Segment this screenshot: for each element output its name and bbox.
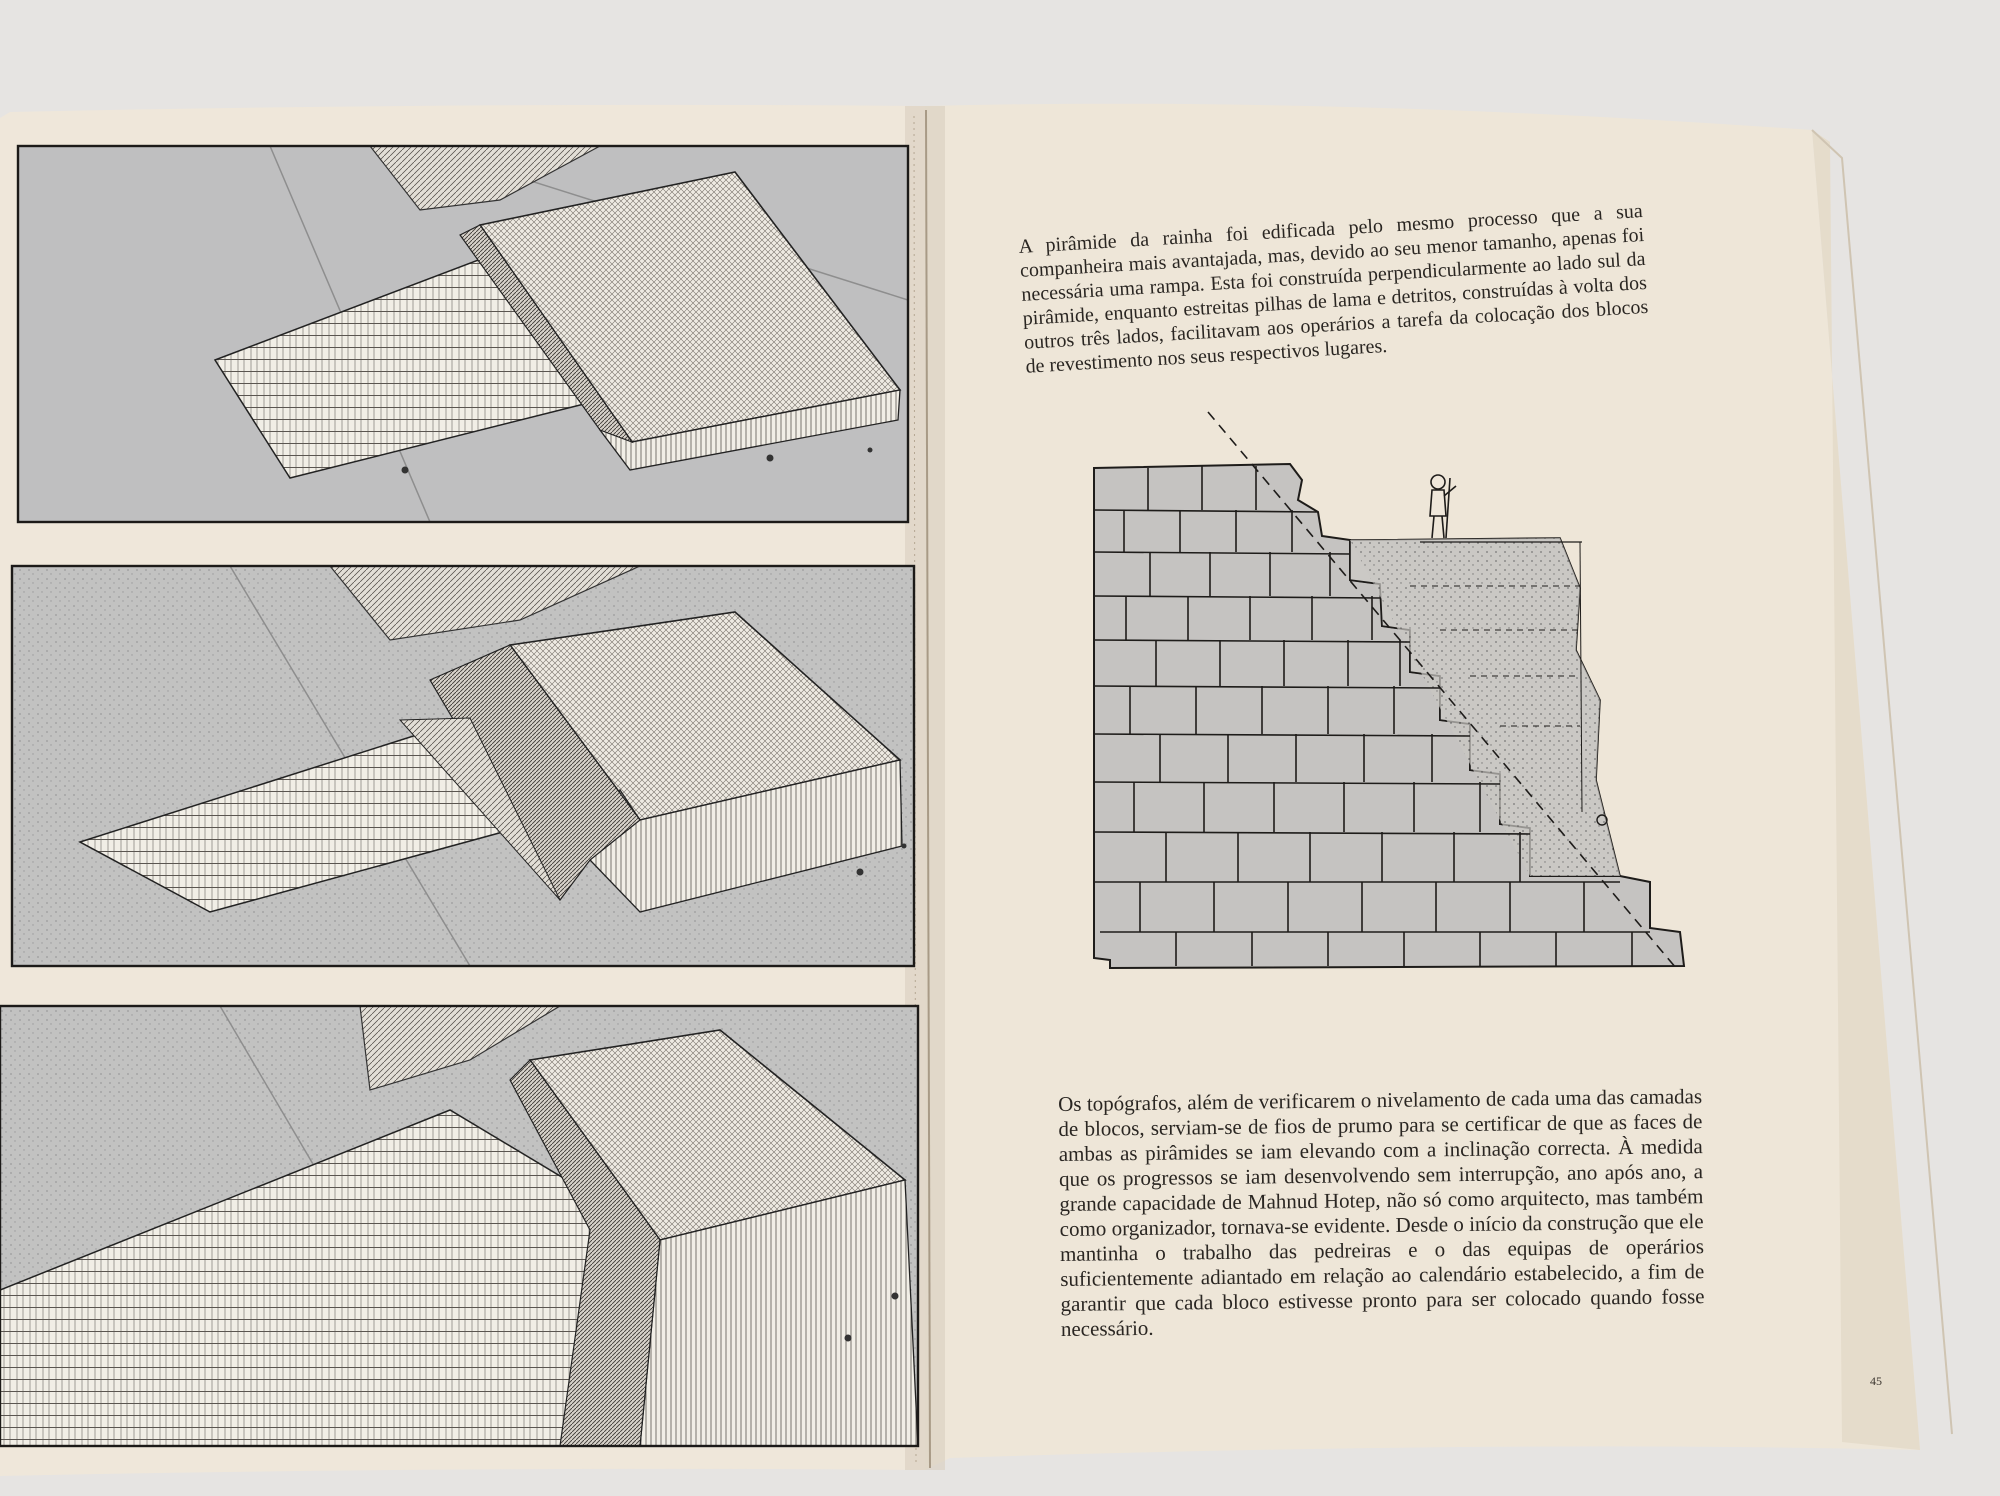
paragraph-surveyors: Os topógrafos, além de verificarem o nivelamento de cada uma das camadas de blocos, serviam-se de fios de prumo para se certificar de que as faces de ambas as pirâmides se iam elevando com a inclinação correcta. À medida que os progressos se iam desenvolvendo sem interrupção, ano após ano, a grande capacidade de Mahnud Hotep, não só como arquitecto, mas também como organizador, tornava-se evidente. Desde o início da construção que ele mantinha o trabalho das pedreiras e o das equipas de operários suficientemente adiantado em relação ao calendário estabelecido, a fim de garantir que cada bloco estivesse pronto para ser colocado quando fosse necessário. <box>1058 1084 1705 1341</box>
illustration-panel-2 <box>12 566 914 966</box>
illustration-panel-1 <box>18 146 908 522</box>
paragraph-queen-pyramid: A pirâmide da rainha foi edificada pelo mesmo processo que a sua companheira mais avantajada, mas, devido ao seu menor tamanho, apenas foi necessária uma rampa. Esta foi construída perpendicularmente ao lado sul da pirâmide, enquanto estreitas pilhas de lama e detritos, construídas à volta dos outros três lados, facilitavam aos operários a tarefa da colocação dos blocos de revestimento nos seus respectivos lugares. <box>1018 200 1649 378</box>
illustration-panel-3 <box>0 1006 918 1446</box>
page-number: 45 <box>1870 1374 1882 1388</box>
